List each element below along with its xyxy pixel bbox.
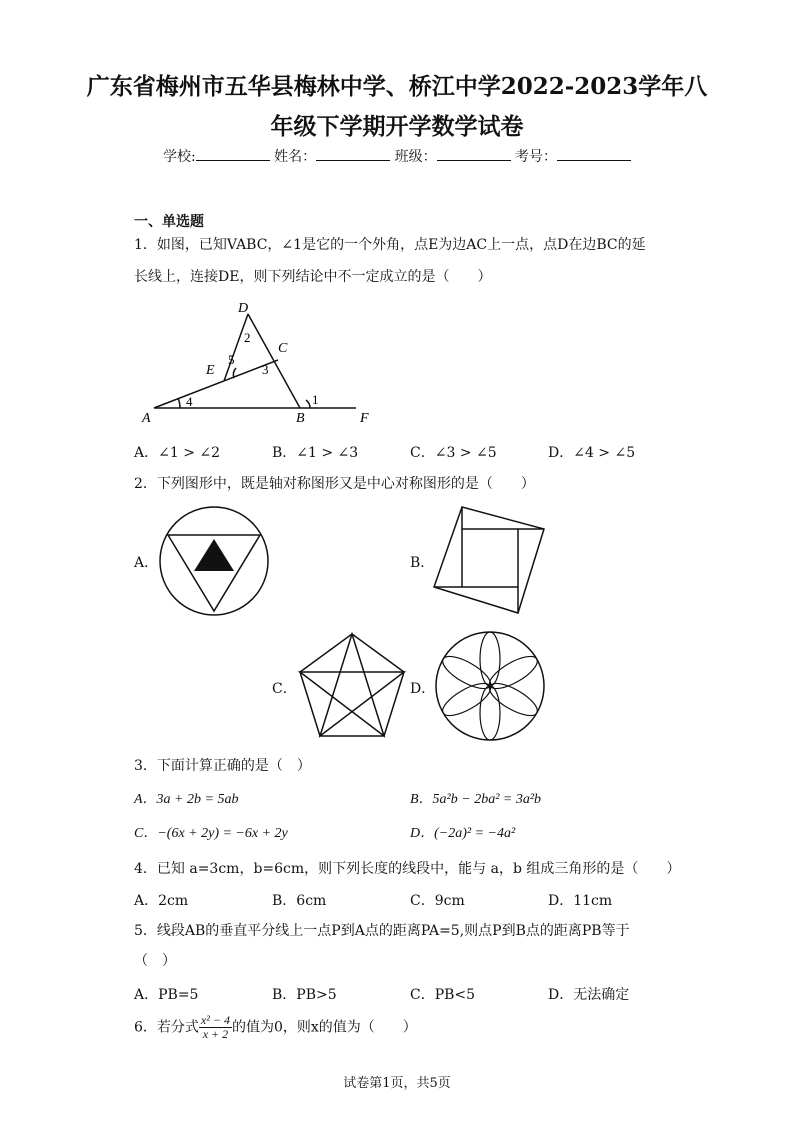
label-angle-3: 3 — [262, 362, 269, 377]
label-c: C — [278, 341, 288, 356]
label-d: D — [238, 301, 249, 316]
q2-option-b-label[interactable]: B． — [410, 555, 435, 571]
q5-option-c[interactable]: C．PB<5 — [410, 987, 476, 1003]
label-angle-2: 2 — [244, 330, 251, 345]
label-e: E — [206, 363, 215, 378]
q2-option-d-label[interactable]: D． — [410, 681, 436, 697]
q4-option-c[interactable]: C．9cm — [410, 893, 465, 909]
q2-stem: 2．下列图形中，既是轴对称图形又是中心对称图形的是（ ） — [134, 476, 535, 492]
q4-option-b[interactable]: B．6cm — [272, 893, 327, 909]
q3-option-c[interactable]: C．−(6x + 2y) = −6x + 2y — [134, 826, 288, 841]
q1-option-d[interactable]: D．∠4 > ∠5 — [548, 445, 636, 461]
q2-figure-b[interactable] — [432, 505, 550, 617]
label-angle-4: 4 — [186, 394, 193, 409]
q6-stem — [134, 1014, 674, 1041]
q2-option-a-label[interactable]: A． — [134, 555, 159, 571]
label-a: A — [142, 411, 151, 426]
q1-option-b[interactable]: B．∠1 > ∠3 — [272, 445, 359, 461]
field-number: 考号： — [515, 149, 558, 165]
q6-denominator: x + 2 — [202, 1027, 229, 1041]
blank-line — [437, 146, 511, 161]
page-footer: 试卷第1页，共5页 — [343, 1076, 451, 1091]
label-b: B — [296, 411, 305, 426]
field-name: 姓名： — [274, 149, 317, 165]
q3-option-a[interactable]: A．3a + 2b = 5ab — [134, 792, 239, 807]
q6-prefix: 6．若分式 — [134, 1019, 199, 1036]
q1-option-c[interactable]: C．∠3 > ∠5 — [410, 445, 497, 461]
label-angle-5: 5 — [228, 352, 235, 367]
q6-suffix: 的值为0，则x的值为（ ） — [231, 1019, 417, 1036]
blank-line — [196, 146, 270, 161]
blank-line — [316, 146, 390, 161]
blank-line — [557, 146, 631, 161]
q1-line-2: 长线上，连接DE，则下列结论中不一定成立的是（ ） — [134, 269, 492, 285]
student-info-fields — [0, 146, 794, 166]
q3-stem: 3．下面计算正确的是（ ） — [134, 758, 311, 774]
field-class: 班级： — [394, 149, 437, 165]
q2-figure-c[interactable] — [296, 630, 408, 740]
q2-figure-a[interactable] — [158, 505, 270, 617]
q5-option-a[interactable]: A．PB=5 — [134, 987, 199, 1003]
q3-option-b[interactable]: B．5a²b − 2ba² = 3a²b — [410, 792, 542, 807]
q1-line-1: 1．如图，已知VABC，∠1是它的一个外角，点E为边AC上一点，点D在边BC的延 — [134, 237, 646, 253]
label-f: F — [360, 411, 369, 426]
q4-option-a[interactable]: A．2cm — [134, 893, 189, 909]
q5-option-b[interactable]: B．PB>5 — [272, 987, 337, 1003]
title-line-2: 年级下学期开学数学试卷 — [270, 113, 524, 140]
q6-numerator: x² − 4 — [200, 1013, 230, 1027]
q4-option-d[interactable]: D．11cm — [548, 893, 613, 909]
q5-line-1: 5．线段AB的垂直平分线上一点P到A点的距离PA=5,则点P到B点的距离PB等于 — [134, 923, 630, 939]
title-line-1: 广东省梅州市五华县梅林中学、桥江中学2022-2023学年八 — [86, 73, 708, 100]
q2-figure-d[interactable] — [434, 630, 546, 742]
q5-line-2: （ ） — [134, 953, 176, 969]
q1-triangle-figure — [140, 298, 380, 428]
section-heading: 一、单选题 — [134, 214, 204, 230]
label-angle-1: 1 — [312, 392, 319, 407]
q4-stem: 4．已知 a=3cm，b=6cm，则下列长度的线段中，能与 a，b 组成三角形的是（ ） — [134, 861, 681, 877]
q2-option-c-label[interactable]: C． — [272, 681, 297, 697]
q6-fraction — [199, 1014, 232, 1041]
field-school: 学校: — [162, 149, 196, 165]
q1-option-a[interactable]: A．∠1 > ∠2 — [134, 445, 221, 461]
q5-option-d[interactable]: D．无法确定 — [548, 987, 630, 1003]
q3-option-d[interactable]: D．(−2a)² = −4a² — [410, 826, 516, 841]
